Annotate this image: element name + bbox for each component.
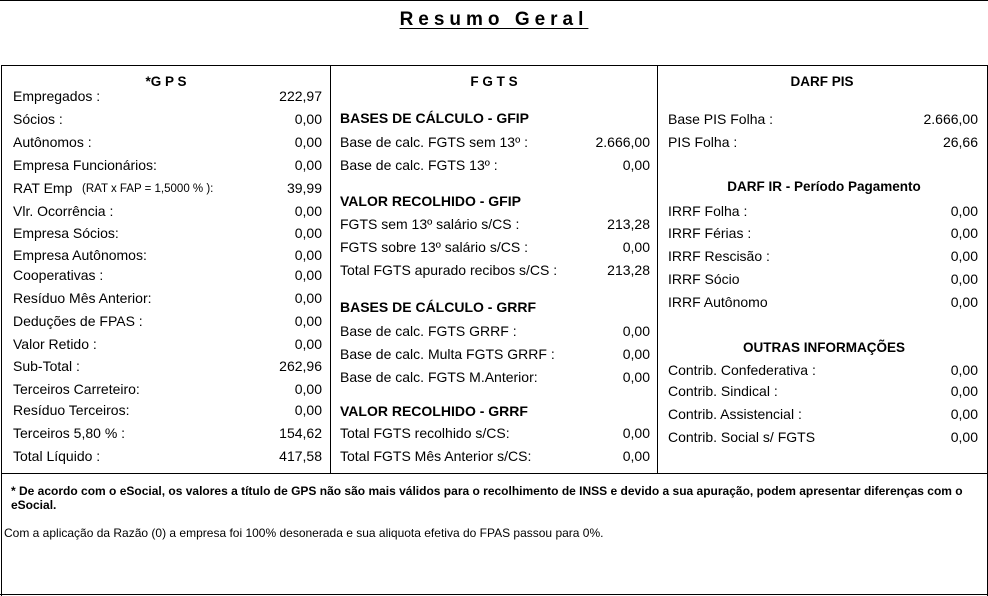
darf-ir-label: IRRF Férias : bbox=[668, 225, 752, 241]
top-rule bbox=[0, 0, 988, 1]
darf-ir-value: 0,00 bbox=[950, 248, 978, 264]
page-title: Resumo Geral bbox=[399, 9, 589, 30]
fgts-label: Total FGTS apurado recibos s/CS : bbox=[340, 262, 558, 278]
outras-label: Contrib. Sindical : bbox=[668, 383, 778, 399]
esocial-note: * De acordo com o eSocial, os valores a título de GPS não são mais válidos para o recolhimento de INSS e devido a sua apuração, podem apresentar diferenças com o eSocial. bbox=[11, 484, 963, 512]
fgts-value: 213,28 bbox=[607, 262, 650, 278]
fgts-section-title: VALOR RECOLHIDO - GFIP bbox=[340, 193, 521, 209]
gps-value: 0,00 bbox=[294, 267, 322, 283]
gps-label: Deduções de FPAS : bbox=[13, 313, 143, 329]
gps-value: 0,00 bbox=[294, 203, 322, 219]
gps-value: 0,00 bbox=[294, 402, 322, 418]
fgts-section-title: BASES DE CÁLCULO - GFIP bbox=[340, 110, 530, 126]
darf-pis-label: PIS Folha : bbox=[668, 134, 738, 150]
fgts-value: 0,00 bbox=[622, 448, 650, 464]
gps-value: 417,58 bbox=[279, 448, 322, 464]
gps-label: Autônomos : bbox=[13, 134, 92, 150]
gps-value: 154,62 bbox=[279, 425, 322, 441]
fgts-label: Total FGTS recolhido s/CS: bbox=[340, 425, 510, 441]
gps-label: Resíduo Terceiros: bbox=[13, 402, 130, 418]
gps-label: Total Líquido : bbox=[13, 448, 101, 464]
darf-pis-value: 2.666,00 bbox=[923, 111, 978, 127]
darf-pis-label: Base PIS Folha : bbox=[668, 111, 774, 127]
rat-fap-note: (RAT x FAP = 1,5000 % ): bbox=[82, 183, 214, 195]
gps-label: Empresa Sócios: bbox=[13, 225, 119, 241]
darf-ir-label: IRRF Rescisão : bbox=[668, 248, 770, 264]
outras-label: Contrib. Assistencial : bbox=[668, 406, 802, 422]
gps-value: 39,99 bbox=[286, 180, 322, 196]
fgts-value: 0,00 bbox=[622, 239, 650, 255]
fgts-label: Total FGTS Mês Anterior s/CS: bbox=[340, 448, 532, 464]
darf-ir-label: IRRF Autônomo bbox=[668, 294, 768, 310]
notes-divider bbox=[1, 473, 987, 474]
darf-ir-value: 0,00 bbox=[950, 203, 978, 219]
outras-value: 0,00 bbox=[950, 406, 978, 422]
gps-label: Resíduo Mês Anterior: bbox=[13, 290, 152, 306]
gps-value: 0,00 bbox=[294, 157, 322, 173]
fgts-label: Base de calc. FGTS 13º : bbox=[340, 157, 498, 173]
fgts-label: FGTS sobre 13º salário s/CS : bbox=[340, 239, 528, 255]
gps-label: Empresa Autônomos: bbox=[13, 247, 147, 263]
fgts-value: 0,00 bbox=[622, 323, 650, 339]
gps-value: 222,97 bbox=[279, 88, 322, 104]
gps-value: 0,00 bbox=[294, 290, 322, 306]
gps-value: 0,00 bbox=[294, 134, 322, 150]
gps-header: *G P S bbox=[145, 74, 187, 89]
razao-note: Com a aplicação da Razão (0) a empresa foi 100% desonerada e sua aliquota efetiva do FPAS passou para 0%. bbox=[4, 526, 604, 540]
gps-label: Sócios : bbox=[13, 111, 63, 127]
gps-value: 0,00 bbox=[294, 381, 322, 397]
fgts-label: Base de calc. FGTS GRRF : bbox=[340, 323, 517, 339]
gps-value: 0,00 bbox=[294, 247, 322, 263]
fgts-label: Base de calc. Multa FGTS GRRF : bbox=[340, 346, 555, 362]
gps-label: Terceiros 5,80 % : bbox=[13, 425, 126, 441]
fgts-value: 0,00 bbox=[622, 346, 650, 362]
outras-value: 0,00 bbox=[950, 362, 978, 378]
gps-label: Sub-Total : bbox=[13, 358, 80, 374]
gps-value: 0,00 bbox=[294, 336, 322, 352]
fgts-header: F G T S bbox=[470, 74, 518, 89]
fgts-label: Base de calc. FGTS sem 13º : bbox=[340, 134, 528, 150]
fgts-section-title: BASES DE CÁLCULO - GRRF bbox=[340, 299, 536, 315]
darf-ir-header: DARF IR - Período Pagamento bbox=[727, 179, 921, 194]
fgts-section-title: VALOR RECOLHIDO - GRRF bbox=[340, 403, 528, 419]
column-divider-1 bbox=[330, 65, 331, 473]
darf-ir-value: 0,00 bbox=[950, 294, 978, 310]
darf-pis-header: DARF PIS bbox=[790, 74, 854, 89]
outras-label: Contrib. Social s/ FGTS bbox=[668, 429, 816, 445]
darf-ir-value: 0,00 bbox=[950, 271, 978, 287]
gps-label: Empregados : bbox=[13, 88, 101, 104]
fgts-value: 0,00 bbox=[622, 425, 650, 441]
fgts-label: FGTS sem 13º salário s/CS : bbox=[340, 216, 520, 232]
gps-label: Empresa Funcionários: bbox=[13, 157, 157, 173]
gps-label: RAT Emp bbox=[13, 180, 73, 196]
column-divider-2 bbox=[657, 65, 658, 473]
gps-label: Terceiros Carreteiro: bbox=[13, 381, 140, 397]
fgts-label: Base de calc. FGTS M.Anterior: bbox=[340, 369, 538, 385]
darf-ir-label: IRRF Sócio bbox=[668, 271, 740, 287]
gps-value: 262,96 bbox=[279, 358, 322, 374]
bottom-rule bbox=[0, 594, 988, 595]
outras-value: 0,00 bbox=[950, 429, 978, 445]
darf-pis-value: 26,66 bbox=[942, 134, 978, 150]
darf-ir-value: 0,00 bbox=[950, 225, 978, 241]
gps-value: 0,00 bbox=[294, 313, 322, 329]
gps-label: Vlr. Ocorrência : bbox=[13, 203, 114, 219]
gps-label: Valor Retido : bbox=[13, 336, 97, 352]
outras-label: Contrib. Confederativa : bbox=[668, 362, 816, 378]
gps-value: 0,00 bbox=[294, 225, 322, 241]
fgts-value: 0,00 bbox=[622, 369, 650, 385]
gps-value: 0,00 bbox=[294, 111, 322, 127]
outras-value: 0,00 bbox=[950, 383, 978, 399]
fgts-value: 2.666,00 bbox=[595, 134, 650, 150]
darf-ir-label: IRRF Folha : bbox=[668, 203, 748, 219]
gps-label: Cooperativas : bbox=[13, 267, 104, 283]
outras-header: OUTRAS INFORMAÇÕES bbox=[743, 340, 905, 355]
fgts-value: 213,28 bbox=[607, 216, 650, 232]
fgts-value: 0,00 bbox=[622, 157, 650, 173]
